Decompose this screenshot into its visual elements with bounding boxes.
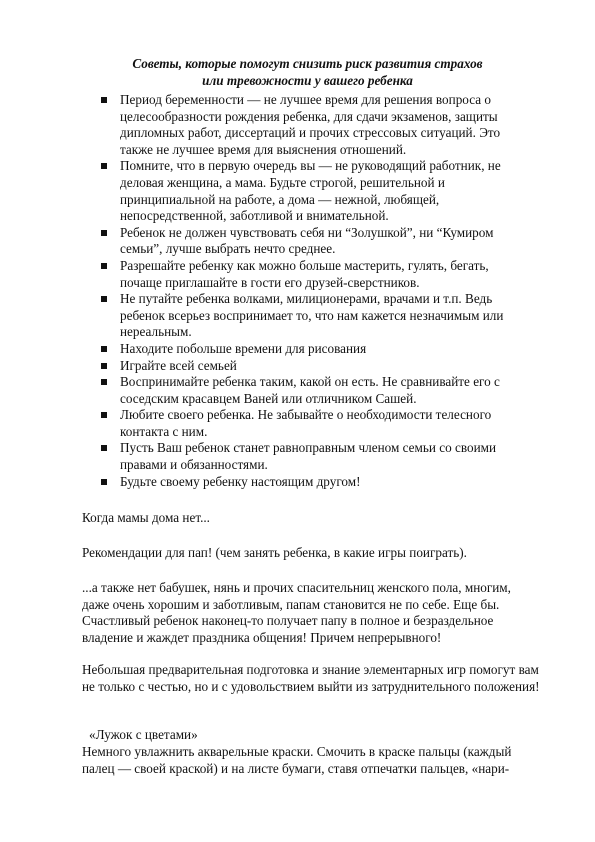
list-item-text: Период беременности — не лучшее время для решения вопроса о целесообразности рождения ребенка, для сдачи экзаменов, защиты дипломных работ, диссертаций и прочих стрессовых ситуаций. Это также не лучшее время для выяснения отношений.	[120, 92, 501, 157]
paragraph-grandmothers: ...а также нет бабушек, нянь и прочих спасительниц женского пола, многим, даже очень хорошим и заботливым, папам становится не по себе. Еще бы. Счастливый ребенок наконец-то получает папу в полное и безраздельное владение и жаждет праздника общения! Причем непрерывного!	[82, 580, 511, 645]
list-item	[0, 158, 525, 224]
paragraph-preparation: Небольшая предварительная подготовка и знание элементарных игр помогут вам не только с честью, но и с удовольствием выйти из затруднительного положения!	[82, 662, 540, 694]
list-item-text: Пусть Ваш ребенок станет равноправным членом семьи со своими правами и обязанностями.	[120, 440, 497, 473]
square-bullet-icon	[101, 163, 107, 169]
list-item-text: Играйте всей семьей	[120, 357, 237, 373]
tips-list	[0, 92, 595, 490]
list-item-text: Любите своего ребенка. Не забывайте о необходимости телесного контакта с ним.	[120, 407, 492, 439]
square-bullet-icon	[101, 230, 107, 236]
list-item-text: Помните, что в первую очередь вы — не руководящий работник, не деловая женщина, а мама. Будьте строгой, решительной и принципиальной на работе, а дома — нежной, любящей, непосредственной, заботливой и внимательной.	[120, 158, 501, 224]
list-item-text: Будьте своему ребенку настоящим другом!	[120, 473, 361, 489]
square-bullet-icon	[101, 263, 107, 269]
list-item	[0, 374, 525, 407]
list-item-text: Не путайте ребенка волками, милиционерами, врачами и т.п. Ведь ребенок всерьез воспринимает то, что нам кажется незначимым или нереальным.	[120, 291, 504, 340]
square-bullet-icon	[101, 379, 107, 385]
list-item	[0, 291, 525, 341]
paragraph-when-moms-away: Когда мамы дома нет...	[82, 510, 210, 525]
document-title-line-2: или тревожности у вашего ребенка	[202, 73, 413, 88]
list-item	[0, 225, 525, 258]
list-item	[0, 341, 525, 358]
square-bullet-icon	[101, 346, 107, 352]
list-item-text: Разрешайте ребенку как можно больше мастерить, гулять, бегать, почаще приглашайте в гости его друзей-сверстников.	[120, 257, 489, 290]
list-item	[0, 258, 525, 291]
document-title-line-1: Советы, которые помогут снизить риск развития страхов	[132, 56, 483, 71]
list-item-text: Ребенок не должен чувствовать себя ни “Золушкой”, ни “Кумиром семьи”, лучше выбрать нечто среднее.	[120, 224, 494, 257]
list-item-text: Воспринимайте ребенка таким, какой он есть. Не сравнивайте его с соседским красавцем Ваней или отличником Сашей.	[120, 374, 500, 406]
list-item	[0, 92, 525, 158]
square-bullet-icon	[101, 412, 107, 418]
square-bullet-icon	[101, 97, 107, 103]
square-bullet-icon	[101, 296, 107, 302]
list-item	[0, 440, 525, 473]
square-bullet-icon	[101, 479, 107, 485]
square-bullet-icon	[101, 445, 107, 451]
square-bullet-icon	[101, 363, 107, 369]
game-description: Немного увлажнить акварельные краски. Смочить в краске пальцы (каждый палец — своей краской) и на листе бумаги, ставя отпечатки пальцев, «нари-	[82, 744, 512, 776]
list-item	[0, 474, 525, 491]
game-title: «Лужок с цветами»	[89, 727, 198, 742]
list-item	[0, 407, 525, 440]
paragraph-recommendations-for-dads: Рекомендации для пап! (чем занять ребенка, в какие игры поиграть).	[82, 545, 467, 560]
list-item-text: Находите побольше времени для рисования	[120, 340, 367, 356]
list-item	[0, 358, 525, 375]
